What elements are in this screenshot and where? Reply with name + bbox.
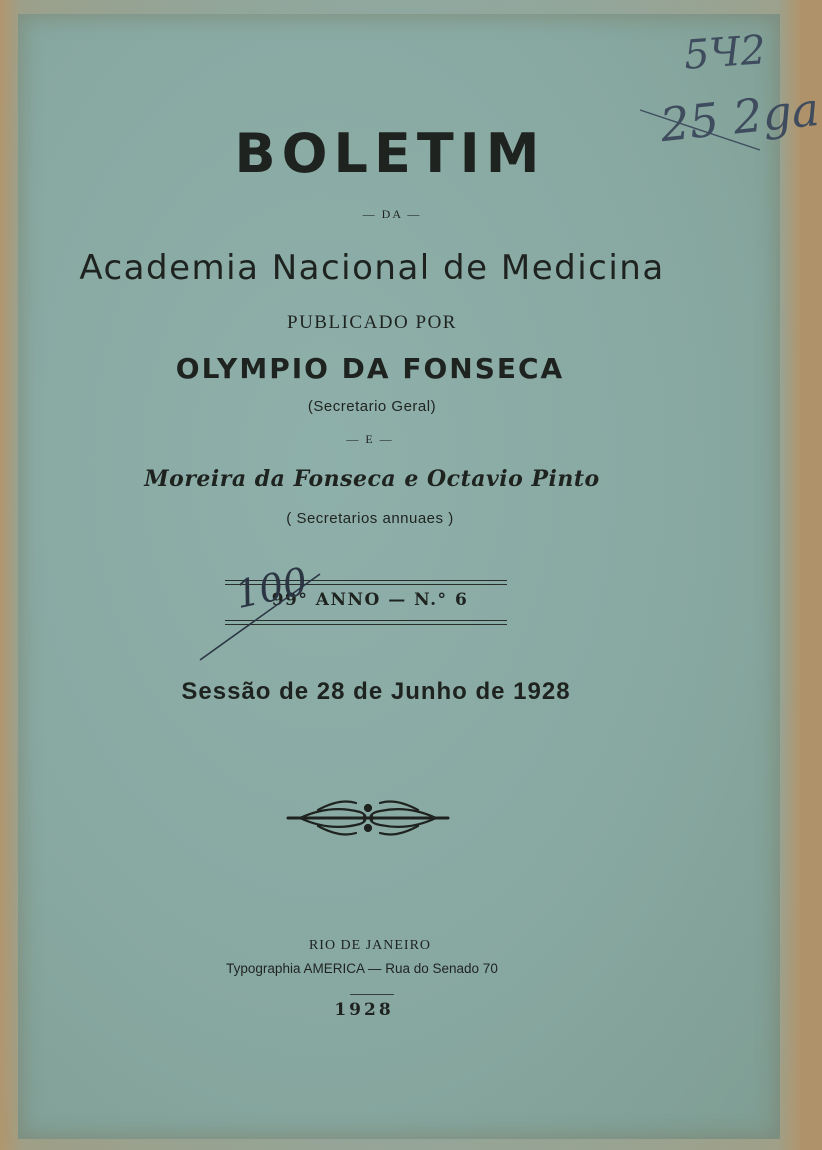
cover-editor: OLYMPIO DA FONSECA <box>175 352 565 385</box>
cover-institution: Academia Nacional de Medicina <box>79 248 665 288</box>
cover-published-by: PUBLICADO POR <box>287 312 457 333</box>
year-rule <box>350 994 394 995</box>
handwritten-issue-correction: 100 <box>231 558 312 618</box>
fleuron-ornament <box>288 802 448 835</box>
cover-issue: 99° ANNO — N.° 6 <box>271 590 469 610</box>
cover-conjunction: — E — <box>346 432 394 446</box>
imprint-printer: Typographia AMERICA — Rua do Senado 70 <box>226 961 498 976</box>
imprint-year: 1928 <box>334 1000 394 1020</box>
cover-session: Sessão de 28 de Junho de 1928 <box>181 678 571 705</box>
cover-coeditors: Moreira da Fonseca e Octavio Pinto <box>144 466 600 492</box>
cover-editor-role: (Secretario Geral) <box>307 398 437 415</box>
imprint-city: RIO DE JANEIRO <box>308 938 432 953</box>
handwritten-number: 5Ч2 <box>682 27 768 79</box>
cover-da: — DA — <box>362 207 422 221</box>
cover-coeditors-role: ( Secretarios annuaes ) <box>286 510 454 527</box>
handwritten-code: 25 2ga <box>657 81 822 153</box>
cover-title: BOLETIM <box>234 122 546 185</box>
